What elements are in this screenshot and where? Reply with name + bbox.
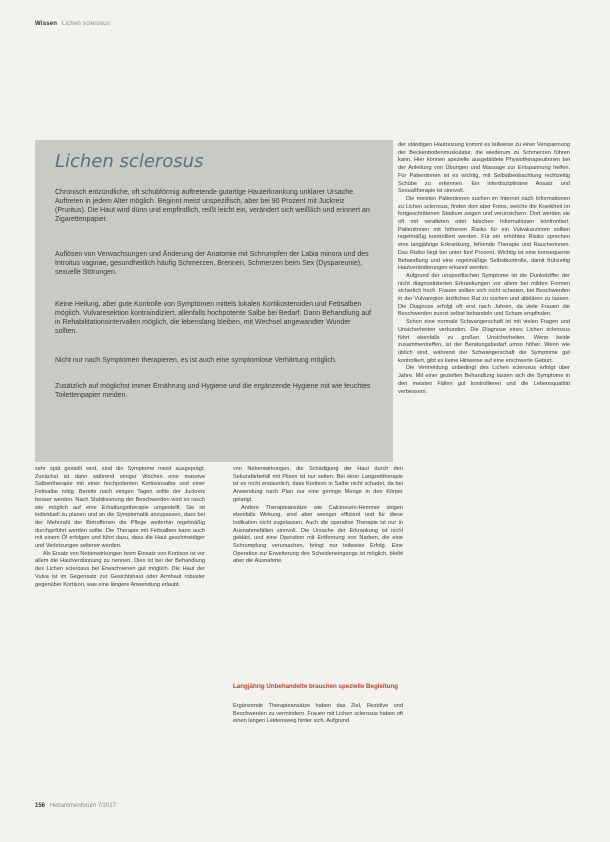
body-paragraph: Aufgrund der unspezifischen Symptome ist die Dunkelziffer der nicht diagnostizierten Erkrankungen vor allem bei milden Formen sicherlich hoch. Frauen sollten sich nicht scheuen, bei Beschwerden in der Vulvaregion ärztlichen Rat zu suchen und abklären zu lassen. Die Diagnose erfolgt oft erst nach Jahren, da viele Frauen die Beschwerden zuerst selbst behandeln und Scham empfinden. bbox=[398, 272, 570, 318]
body-paragraph: Die Vermeidung unbedingt des Lichen sclerosus erfolgt über Jahre. Mit einer gezielten Behandlung lassen sich die Symptome in den meisten Fällen gut kontrollieren und die Lebensqualität verbessern. bbox=[398, 365, 570, 395]
body-paragraph: Als Ersatz von Nebenwirkungen beim Einsatz von Kortison ist vor allem die Hautverdünnung zu nennen. Dies ist bei der Behandlung des Lichen sclerosus bei Erwachsenen gut möglich. Die Haut der Vulva ist im Gegensatz zur Gesichtshaut oder Armhaut robuster gegenüber Kortison, was eine längere Anwendung erlaubt. bbox=[35, 550, 205, 588]
body-paragraph: Andere Therapieansätze wie Calcineurin-Hemmer zeigen ebenfalls Wirkung, sind aber weniger effizient und für diese Indikation nicht zugelassen. Auch die operative Therapie ist nur in Ausnahmefällen sinnvoll. Die Ursache der Erkrankung ist nicht geklärt, und eine Operation mit Entfernung von Narben, die eine Schrumpfung verursachen, bringt nur teilweise Erfolg. Eine Operation zur Erweiterung des Scheideneingangs ist möglich, bleibt aber die Ausnahme. bbox=[233, 504, 403, 565]
article-column-2 bbox=[233, 466, 403, 676]
infobox-paragraph: Chronisch entzündliche, oft schubförmig auftretende gutartige Hauterkrankung unklarer Ursache. Auftreten in jedem Alter möglich. Beginnt meist unspezifisch, aber bei 90 Prozent mit Juckreiz (Pruritus). Die Haut wird dünn und empfindlich, reißt leicht ein, verändert sich weißlich und erinnert an Zigarettenpapier. bbox=[55, 189, 370, 224]
infobox bbox=[35, 140, 393, 462]
infobox-paragraph: Nicht nur nach Symptomen therapieren, es ist auch eine symptomlose Verhärtung möglich. bbox=[55, 357, 337, 364]
infobox-paragraph: Zusätzlich auf möglichst immer Ernährung und Hygiene und die ergänzende Hygiene mit wie feuchtes Toilettenpapier meiden. bbox=[55, 383, 371, 400]
article-column-2-continued bbox=[233, 703, 403, 793]
infobox-paragraph: Auflösen von Verwachsungen und Änderung der Anatomie mit Schrumpfen der Labia minora und des Introitus vaginae, gesundheitlich häufig Schmerzen, Brennen, Schmerzen beim Sex (Dyspareunie), sexuelle Störungen. bbox=[55, 251, 369, 277]
article-subheading: Langjährig Unbehandelte brauchen spezielle Begleitung bbox=[233, 683, 399, 690]
page-number: 156 bbox=[35, 803, 46, 809]
body-paragraph: der ständigen Hautreizung kommt es teilweise zu einer Verspannung der Beckenbodenmuskulatur, die wiederum zu Schmerzen führen kann. Hier können spezielle ausgebildete Physiotherapeutinnen bei der Anleitung von Übungen und Massage zur Entspannung helfen. Für Patientinnen ist es wichtig, mit Selbstbeobachtung rechtzeitig Schübe zu erkennen. Ein interdisziplinärer Ansatz und Sexualtherapie ist sinnvoll. bbox=[398, 142, 570, 195]
body-paragraph: Die meisten Patientinnen suchen im Internet nach Informationen zu Lichen sclerosus, finden dort aber Fotos, welche die Krankheit im fortgeschrittenen Stadium zeigen und verunsichern. Dort werden sie oft mit veralteten oder falschen Informationen konfrontiert. Patientinnen mit höherem Risiko für ein Vulvakarzinom sollten regelmäßig kontrolliert werden. Für ein erhöhtes Risiko sprechen eine langjährige Erkrankung, fehlende Therapie und Raucherinnen. Das Risiko liegt bei unter fünf Prozent. Wichtig ist eine konsequente Behandlung und eine regelmäßige Selbstkontrolle, damit frühzeitig Hautveränderungen erkannt werden. bbox=[398, 195, 570, 272]
body-paragraph: sehr spät gestellt wird, sind die Symptome meist ausgeprägt. Zunächst ist dann während einiger Wochen eine massive Salbentherapie mit einer hochpotenten Kortisonsalbe und einer Fettsalbe nötig. Bereits nach einigen Tagen sollte der Juckreiz besser werden. Nach Stabilisierung der Beschwerden wird so rasch wie möglich auf eine Erhaltungstherapie umgestellt. Sie ist individuell zu planen und an die Symptomatik anzupassen, dass bei der Mehrzahl der Betroffenen die Pflege weiterhin regelmäßig durchgeführt werden sollte. Die Therapie mit Fettsalben kann auch mit einem Öl erfolgen und führt dazu, dass die Haut geschmeidiger und Verletzungen seltener werden. bbox=[35, 466, 205, 550]
article-column-1 bbox=[35, 466, 205, 792]
infobox-title: Lichen sclerosus bbox=[55, 151, 204, 172]
topic-label: Lichen sclerosus bbox=[62, 21, 110, 27]
magazine-name: Hebammenforum 7/2017 bbox=[49, 803, 117, 809]
infobox-paragraph: Keine Heilung, aber gute Kontrolle von Symptomen mittels lokalen Kortikosteroiden und Fettsalben möglich. Vulvaresektion kontraindiziert, allenfalls hochpotente Salbe bei Bedarf. Dann Behandlung auf in Rehabilitationsintervallen möglich, die lebenslang bleiben, mit Wechsel angewandter Wunder sollten. bbox=[55, 301, 372, 336]
body-paragraph: Ergänzende Therapieansätze haben das Ziel, Rezidive und Beschwerden zu vermindern. Frauen mit Lichen sclerosus haben oft einen langen Leidensweg hinter sich. Aufgrund bbox=[233, 703, 403, 725]
article-column-3 bbox=[398, 142, 570, 816]
body-paragraph: Schon eine normale Schwangerschaft ist mit vielen Fragen und Unsicherheiten verbunden. Die Diagnose eines Lichen sclerosus führt ebenfalls zu großen Unsicherheiten. Wenn beide zusammentreffen, ist der Beratungsbedarf umso höher. Wenn wie üblich sind, während der Schwangerschaft die Symptome gut kontrolliert, gibt es keine Hinweise auf eine erschwerte Geburt. bbox=[398, 319, 570, 364]
running-head bbox=[35, 21, 110, 27]
body-paragraph: von Nebenwirkungen, die Schädigung der Haut durch den Sekundärbefall mit Pilzen ist nur selten. Bei einer Langzeittherapie ist es nicht erstaunlich, dass Kortison in Salbe nicht schadet, da bei Anwendung nach Plan nur eine geringe Menge in den Körper gelangt. bbox=[233, 466, 403, 503]
page-footer bbox=[35, 803, 116, 809]
section-label: Wissen bbox=[35, 21, 58, 27]
